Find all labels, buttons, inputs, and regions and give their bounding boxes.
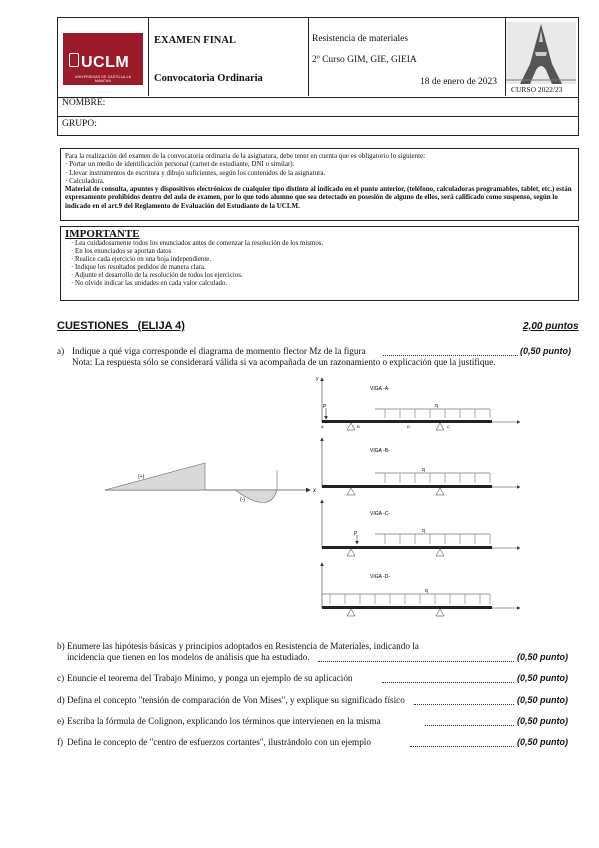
question-c-label: c) <box>57 673 65 683</box>
question-e-text: Escriba la fórmula de Colignon, explicando los términos que intervienen en la misma <box>67 716 381 726</box>
question-f-points: (0,50 punto) <box>517 737 568 747</box>
load-q-label: q <box>422 467 425 473</box>
section-title: CUESTIONES (ELIJA 4) <box>57 320 185 332</box>
load-p-label: P <box>323 404 327 410</box>
instruction-item: · Portar un medio de identificación personal (carnet de estudiante, DNI o similar). <box>65 160 295 169</box>
dot-leader <box>383 355 518 356</box>
question-f-label: f) <box>57 737 64 747</box>
question-d-text: Defina el concepto "tensión de comparación de Von Mises", y explique su significado físico <box>67 695 405 705</box>
question-b-label: b) <box>57 641 65 651</box>
beam-d <box>322 563 520 616</box>
point-label: B <box>357 424 360 429</box>
point-label: C <box>447 424 450 429</box>
list-item: · No olvide indicar las unidades en cada valor calculado. <box>71 280 228 288</box>
question-a-note: Nota: La respuesta sólo se considerará válida si va acompañada de un razonamiento o explicación que la justifique. <box>72 357 496 367</box>
instruction-item: · Llevar instrumentos de escritura y dibujo suficientes, según los contenidos de la asignatura. <box>65 168 326 177</box>
question-a-points: (0,50 punto) <box>520 346 571 356</box>
name-label: NOMBRE: <box>62 98 106 108</box>
course-label: 2º Curso GIM, GIE, GIEIA <box>312 55 417 65</box>
subject-label: Resistencia de materiales <box>312 34 409 44</box>
important-title: IMPORTANTE <box>65 228 140 240</box>
beam-b <box>322 438 520 495</box>
logo-mark-icon <box>69 53 79 67</box>
moment-negative-label: (-) <box>240 497 245 503</box>
dot-leader <box>318 661 514 662</box>
divider <box>58 116 578 117</box>
exam-title: EXAMEN FINAL <box>154 35 236 46</box>
question-a-label: a) <box>57 346 65 356</box>
dot-leader <box>425 725 514 726</box>
beam-title: VIGA -A- <box>370 386 390 392</box>
dot-leader <box>382 682 514 683</box>
school-year: CURSO 2022/23 <box>511 85 563 94</box>
divider <box>308 18 309 96</box>
instructions-rule: Material de consulta, apuntes y dispositivos electrónicos de cualquier tipo distinto al indicado en el punto anterior, (teléfono, calculadoras programables, tablet, etc.) están expresamente prohibidos dentro del aula de examen, por lo que todo alumno que sea detectado en posesión de alguno de ellos, será calificado como suspenso, según lo indicado en el art.9 del Reglamento de Evaluación del Estudiante de la UCLM. <box>65 185 572 210</box>
question-e-points: (0,50 punto) <box>517 716 568 726</box>
logo-subtext: UNIVERSIDAD DE CASTILLA-LA MANCHA <box>74 75 132 83</box>
instructions-box <box>60 148 579 221</box>
load-q-label: q <box>425 588 428 594</box>
load-p-label: P <box>354 531 358 537</box>
axis-x-label: x <box>313 488 316 494</box>
point-label: D <box>407 424 410 429</box>
instructions-intro: Para la realización del examen de la convocatoria ordinaria de la asignatura, debe tener en cuenta que es obligatorio lo siguiente: <box>65 152 426 160</box>
dot-leader <box>414 704 514 705</box>
divider <box>148 18 149 96</box>
list-item: · Adjunte el desarrollo de la resolución de todos los ejercicios. <box>71 272 243 280</box>
load-q-label: q <box>435 403 438 409</box>
uclm-logo <box>63 33 143 85</box>
beams-figure <box>95 370 535 620</box>
load-q-label: q <box>422 528 425 534</box>
divider <box>58 97 578 98</box>
important-box <box>60 226 579 301</box>
moment-diagram <box>105 463 317 503</box>
dot-leader <box>410 746 514 747</box>
beam-title: VIGA -C- <box>370 511 391 517</box>
list-item: · En los enunciados se aportan datos <box>71 248 172 256</box>
group-label: GRUPO: <box>62 119 97 129</box>
instruction-item: · Calculadora. <box>65 176 105 185</box>
moment-positive-label: (+) <box>138 474 145 480</box>
logo-text: UCLM <box>81 54 130 71</box>
question-f-text: Defina le concepto de "centro de esfuerzos cortantes", ilustrándolo con un ejemplo <box>67 737 371 747</box>
question-b-text2: incidencia que tienen en los modelos de análisis que ha estudiado. <box>67 652 310 662</box>
question-a-text: Indique a qué viga corresponde el diagrama de momento flector Mz de la figura <box>72 346 366 356</box>
beam-c <box>322 500 520 556</box>
beam-a <box>316 376 520 430</box>
question-c-points: (0,50 punto) <box>517 673 568 683</box>
question-b-text: Enumere las hipótesis básicas y principios adoptados en Resistencia de Materiales, indicando la <box>67 641 419 651</box>
session-label: Convocatoria Ordinaria <box>154 73 263 84</box>
question-b-points: (0,50 punto) <box>517 652 568 662</box>
point-label: A <box>321 424 324 429</box>
question-d-points: (0,50 punto) <box>517 695 568 705</box>
beam-title: VIGA -D- <box>370 574 391 580</box>
question-e-label: e) <box>57 716 65 726</box>
question-c-text: Enuncie el teorema del Trabajo Mínimo, y ponga un ejemplo de su aplicación <box>67 673 353 683</box>
list-item: · Lea cuidadosamente todos los enunciados antes de comenzar la resolución de los mismos. <box>71 240 324 247</box>
important-list <box>65 240 574 289</box>
axis-y-label: y <box>316 376 319 382</box>
list-item: · Realice cada ejercicio en una hoja independiente. <box>71 256 212 264</box>
list-item: · Indique los resultados pedidos de manera clara. <box>71 264 206 272</box>
tower-illustration-icon <box>506 22 576 84</box>
exam-date: 18 de enero de 2023 <box>420 77 498 87</box>
question-d-label: d) <box>57 695 65 705</box>
section-points: 2,00 puntos <box>523 321 579 332</box>
beam-title: VIGA -B- <box>370 448 390 454</box>
